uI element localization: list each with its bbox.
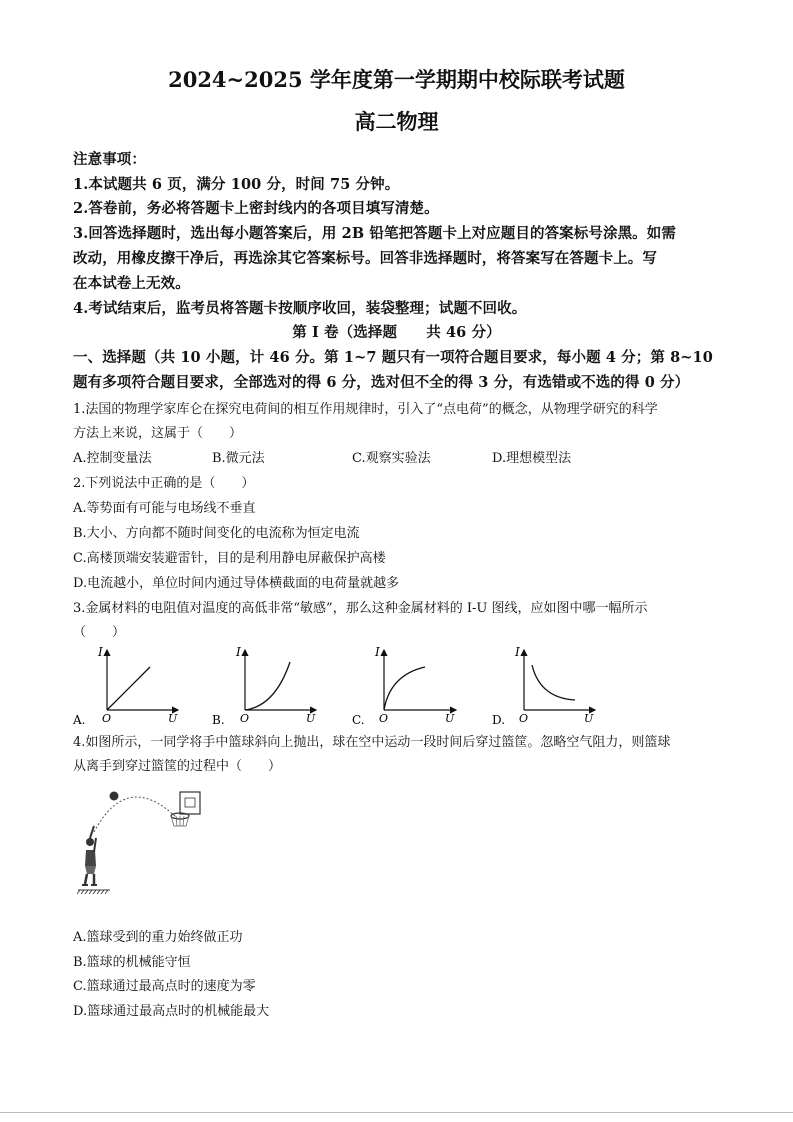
q4-option-b: B.篮球的机械能守恒 — [73, 955, 191, 970]
graph-d-xlabel: U — [584, 712, 594, 725]
graph-b-curve — [245, 662, 290, 710]
q2-option-c: C.高楼顶端安装避雷针，目的是利用静电屏蔽保护高楼 — [73, 551, 386, 566]
graph-c-xlabel: U — [445, 712, 455, 725]
graph-a-curve — [107, 667, 150, 710]
basketball — [110, 792, 119, 801]
q3-option-b: B. — [212, 713, 225, 727]
q2-option-b: B.大小、方向都不随时间变化的电流称为恒定电流 — [73, 526, 360, 541]
subject-title: 高二物理 — [354, 109, 439, 134]
q2-stem: 2.下列说法中正确的是（ ） — [73, 476, 255, 491]
q3-option-d: D. — [492, 713, 506, 727]
hoop-net — [171, 816, 189, 826]
graph-d — [492, 645, 595, 727]
notice-item-2: 2.答卷前，务必将答题卡上密封线内的各项目填写清楚。 — [73, 200, 439, 217]
basketball-figure — [72, 780, 222, 900]
q1-stem-line1: 1.法国的物理学家库仑在探究电荷间的相互作用规律时，引入了“点电荷”的概念，从物理学研究的科学 — [73, 402, 658, 417]
graph-d-curve — [532, 665, 575, 700]
q4-option-d: D.篮球通过最高点时的机械能最大 — [73, 1004, 270, 1019]
graph-d-ylabel: I — [515, 645, 520, 659]
notice-heading: 注意事项： — [73, 151, 146, 168]
notice-item-3: 3.回答选择题时，选出每小题答案后，用 2B 铅笔把答题卡上对应题目的答案标号涂黑。如需 — [73, 225, 676, 242]
graph-a — [72, 645, 178, 727]
q1-option-c: C.观察实验法 — [352, 451, 431, 466]
graph-b-xlabel: U — [306, 712, 316, 725]
player-figure — [82, 826, 97, 885]
q2-option-a: A.等势面有可能与电场线不垂直 — [73, 501, 256, 516]
notice-item-1: 1.本试题共 6 页，满分 100 分，时间 75 分钟。 — [73, 176, 400, 193]
section-intro-line1: 一、选择题（共 10 小题，计 46 分。第 1~7 题只有一项符合题目要求，每小题 4 分；第 8~10 — [73, 349, 713, 366]
graph-b-ylabel: I — [236, 645, 241, 659]
notice-item-4: 4.考试结束后，监考员将答题卡按顺序收回，装袋整理；试题不回收。 — [73, 300, 527, 317]
section-title: 第 I 卷（选择题 共 46 分） — [292, 324, 501, 341]
graph-b-origin: O — [240, 712, 250, 725]
backboard — [180, 792, 200, 814]
q1-option-d: D.理想模型法 — [492, 451, 572, 466]
q3-graphs — [70, 640, 610, 732]
q4-option-a: A.篮球受到的重力始终做正功 — [73, 930, 243, 945]
graph-c-ylabel: I — [375, 645, 380, 659]
trajectory-path — [94, 797, 177, 832]
graph-a-ylabel: I — [98, 645, 103, 659]
page-bottom-divider — [0, 1112, 793, 1113]
q4-stem-line2: 从离手到穿过篮筐的过程中（ ） — [73, 759, 282, 774]
graph-c-origin: O — [379, 712, 389, 725]
graph-b — [212, 645, 316, 727]
q3-option-a: A. — [73, 713, 86, 727]
graph-a-origin: O — [102, 712, 112, 725]
exam-title: 2024~2025 学年度第一学期期中校际联考试题 — [168, 67, 625, 92]
q4-option-c: C.篮球通过最高点时的速度为零 — [73, 979, 256, 994]
q1-stem-line2: 方法上来说，这属于（ ） — [73, 426, 243, 441]
section-intro-line2: 题有多项符合题目要求，全部选对的得 6 分，选对但不全的得 3 分，有选错或不选的得 0 分） — [73, 374, 690, 391]
q4-stem-line1: 4.如图所示，一同学将手中篮球斜向上抛出，球在空中运动一段时间后穿过篮筐。忽略空气阻力，则篮球 — [73, 735, 671, 750]
graph-c — [352, 645, 456, 727]
q3-stem-line1: 3.金属材料的电阻值对温度的高低非常“敏感”，那么这种金属材料的 I-U 图线，应如图中哪一幅所示 — [73, 601, 648, 616]
q1-option-a: A.控制变量法 — [73, 451, 152, 466]
notice-item-3-cont: 改动，用橡皮擦干净后，再选涂其它答案标号。回答非选择题时，将答案写在答题卡上。写 — [73, 250, 657, 267]
q2-option-d: D.电流越小，单位时间内通过导体横截面的电荷量就越多 — [73, 576, 400, 591]
q3-option-c: C. — [352, 713, 365, 727]
notice-item-3-end: 在本试卷上无效。 — [73, 275, 190, 292]
graph-a-xlabel: U — [168, 712, 178, 725]
q1-option-b: B.微元法 — [212, 451, 265, 466]
graph-c-curve — [384, 667, 425, 710]
q3-stem-line2: （ ） — [73, 625, 126, 640]
graph-d-origin: O — [519, 712, 529, 725]
